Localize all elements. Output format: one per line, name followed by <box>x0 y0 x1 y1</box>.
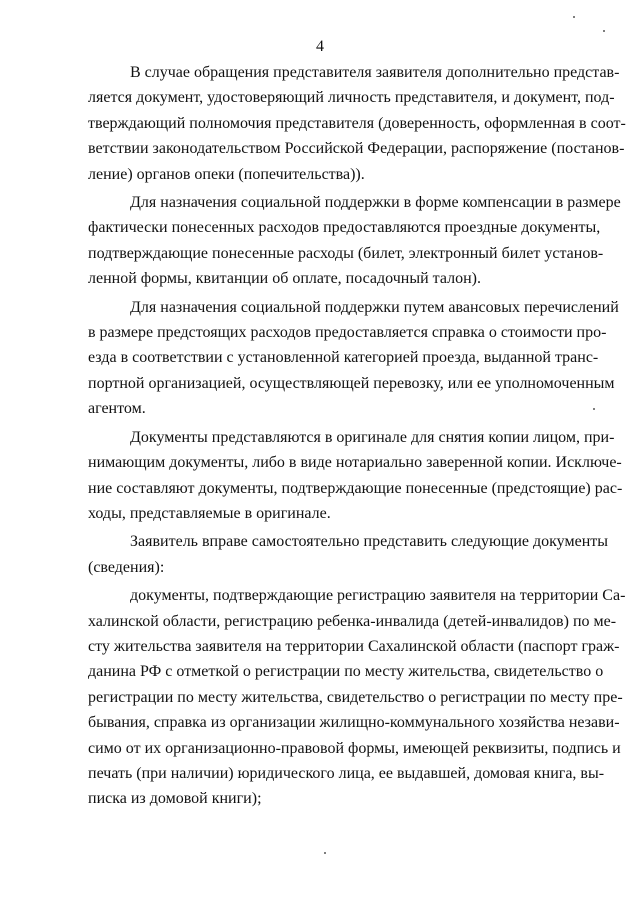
text-line: ляется документ, удостоверяющий личность представителя, и документ, под- <box>88 89 615 107</box>
text-line: бывания, справка из организации жилищно-коммунального хозяйства незави- <box>88 714 620 732</box>
document-body <box>88 60 626 815</box>
paragraph-originals <box>88 425 623 527</box>
text-line: печать (при наличии) юридического лица, ее выдавшей, домовая книга, вы- <box>88 764 605 782</box>
scan-speck <box>324 852 326 854</box>
text-line: сту жительства заявителя на территории Сахалинской области (паспорт граж- <box>88 637 620 655</box>
text-line: езда в соответствии с установленной категорией проезда, выданной транс- <box>88 349 599 367</box>
text-line: ление) органов опеки (попечительства)). <box>88 165 365 183</box>
scan-speck <box>573 16 575 18</box>
text-line: Документы представляются в оригинале для снятия копии лицом, при- <box>130 428 615 446</box>
text-line: ходы, представляемые в оригинале. <box>88 504 331 522</box>
paragraph-compensation <box>88 190 621 292</box>
text-line: ветствии законодательством Российской Федерации, распоряжение (постанов- <box>88 140 625 158</box>
text-line: портной организацией, осуществляющей перевозку, или ее уполномоченным <box>88 374 615 392</box>
paragraph-advance-payment <box>88 295 619 422</box>
text-line: Для назначения социальной поддержки в форме компенсации в размере <box>130 194 621 212</box>
paragraph-registration-documents <box>88 583 626 812</box>
text-line: В случае обращения представителя заявителя дополнительно представ- <box>130 64 620 81</box>
text-line: симо от их организационно-правовой формы, имеющей реквизиты, подпись и <box>88 739 621 757</box>
scan-speck <box>593 408 595 410</box>
page-number: 4 <box>316 38 324 55</box>
text-line: нимающим документы, либо в виде нотариально заверенной копии. Исключе- <box>88 454 622 472</box>
text-line: регистрации по месту жительства, свидетельство о регистрации по месту пре- <box>88 688 623 706</box>
text-line: данина РФ с отметкой о регистрации по месту жительства, свидетельство о <box>88 663 604 681</box>
text-line: ние составляют документы, подтверждающие понесенные (предстоящие) рас- <box>88 479 623 497</box>
text-line: фактически понесенных расходов предоставляются проездные документы, <box>88 219 601 237</box>
paragraph-representative <box>88 60 626 187</box>
text-line: в размере предстоящих расходов предоставляется справка о стоимости про- <box>88 324 607 342</box>
scan-speck <box>603 30 605 32</box>
text-line: тверждающий полномочия представителя (доверенность, оформленная в соот- <box>88 114 626 132</box>
text-line: писка из домовой книги); <box>88 790 262 808</box>
text-line: Для назначения социальной поддержки путем авансовых перечислений <box>130 298 619 316</box>
text-line: документы, подтверждающие регистрацию заявителя на территории Са- <box>130 587 626 605</box>
text-line: ленной формы, квитанции об оплате, посадочный талон). <box>88 270 481 288</box>
text-line: Заявитель вправе самостоятельно представить следующие документы <box>130 533 608 551</box>
text-line: подтверждающие понесенные расходы (билет, электронный билет установ- <box>88 244 604 262</box>
text-line: (сведения): <box>88 558 165 576</box>
paragraph-optional-documents <box>88 529 608 580</box>
text-line: халинской области, регистрацию ребенка-инвалида (детей-инвалидов) по ме- <box>88 612 617 630</box>
text-line: агентом. <box>88 400 146 418</box>
